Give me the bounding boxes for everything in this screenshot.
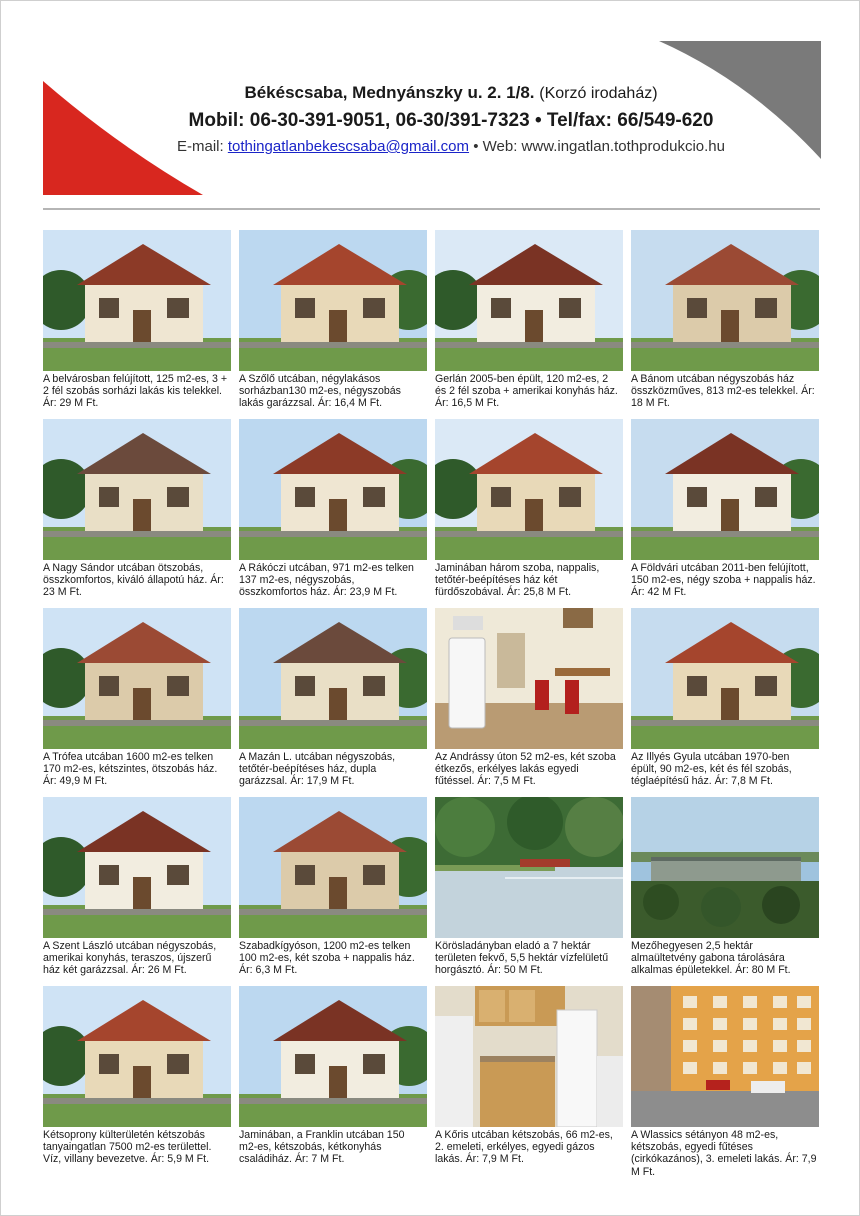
listing-photo <box>43 797 231 938</box>
listing-card <box>43 797 231 986</box>
house-icon <box>631 419 819 560</box>
listing-photo <box>631 797 819 938</box>
listing-photo <box>43 419 231 560</box>
listing-photo <box>631 608 819 749</box>
listing-card <box>631 608 819 797</box>
email-link[interactable]: tothingatlanbekescsaba@gmail.com <box>227 138 470 155</box>
listing-photo <box>631 419 819 560</box>
web-address: • Web: www.ingatlan.tothprodukcio.hu <box>473 138 725 155</box>
listing-photo <box>435 986 623 1127</box>
email-web-line <box>121 136 781 158</box>
listing-caption: A Kőris utcában kétszobás, 66 m2-es, 2. emeleti, erkélyes, egyedi gázos lakás. Ár: 7,9 M Ft. <box>435 1129 613 1166</box>
listing-card <box>239 797 427 986</box>
house-icon <box>435 419 623 560</box>
listing-caption: A Bánom utcában négyszobás ház összközműves, 813 m2-es telekkel. Ár: 18 M Ft. <box>631 373 815 410</box>
listing-card <box>43 419 231 608</box>
house-icon <box>43 797 231 938</box>
house-icon <box>43 986 231 1127</box>
listing-caption: Az Andrássy úton 52 m2-es, két szoba étkezős, erkélyes lakás egyedi fűtéssel. Ár: 7,5 M Ft. <box>435 751 616 788</box>
kitchen-icon <box>435 986 623 1127</box>
address-line <box>121 81 781 106</box>
listing-caption: Körösladányban eladó a 7 hektár területen fekvő, 5,5 hektár vízfelületű horgásztó. Ár: 50 M Ft. <box>435 940 609 977</box>
listing-caption: A Mazán L. utcában négyszobás, tetőtér-beépítéses ház, dupla garázzsal. Ár: 17,9 M Ft. <box>239 751 396 788</box>
listing-photo <box>43 986 231 1127</box>
listing-photo <box>435 797 623 938</box>
listing-caption: A Trófea utcában 1600 m2-es telken 170 m2-es, kétszintes, ötszobás ház. Ár: 49,9 M Ft. <box>43 751 218 788</box>
listing-caption: Gerlán 2005-ben épült, 120 m2-es, 2 és 2 fél szoba + amerikai konyhás ház. Ár: 16,5 M Ft. <box>435 373 618 410</box>
listing-caption: Szabadkígyóson, 1200 m2-es telken 100 m2-es, két szoba + nappalis ház. Ár: 6,3 M Ft. <box>239 940 415 977</box>
house-icon <box>239 797 427 938</box>
listing-card <box>435 419 623 608</box>
listing-photo <box>239 230 427 371</box>
listing-photo <box>43 230 231 371</box>
listing-card <box>43 230 231 419</box>
listing-card <box>239 986 427 1175</box>
listing-card <box>631 986 819 1178</box>
field-icon <box>631 797 819 938</box>
house-icon <box>43 419 231 560</box>
listing-caption: Jaminában három szoba, nappalis, tetőtér-beépítéses ház két fürdőszobával. Ár: 25,8 M Ft. <box>435 562 600 599</box>
listing-caption: A Szőlő utcában, négylakásos sorházban130 m2-es, négyszobás lakás garázzsal. Ár: 16,4 M Ft. <box>239 373 401 410</box>
listing-caption: A belvárosban felújított, 125 m2-es, 3 + 2 fél szobás sorházi lakás kis telekkel. Ár: 29 M Ft. <box>43 373 228 410</box>
header-divider <box>43 208 820 210</box>
address-note: (Korzó irodaház) <box>539 85 658 102</box>
house-icon <box>631 230 819 371</box>
listing-caption: A Wlassics sétányon 48 m2-es, kétszobás, egyedi fűtéses (cirkókazános), 3. emeleti lakás. Ár: 7,9 M Ft. <box>631 1129 817 1178</box>
listing-photo <box>435 230 623 371</box>
lake-icon <box>435 797 623 938</box>
listing-card <box>435 608 623 797</box>
address: Békéscsaba, Mednyánszky u. 2. 1/8. <box>244 83 535 102</box>
listing-photo <box>435 419 623 560</box>
listing-caption: A Nagy Sándor utcában ötszobás, összkomfortos, kiváló állapotú ház. Ár: 23 M Ft. <box>43 562 224 599</box>
house-icon <box>239 986 427 1127</box>
house-icon <box>239 419 427 560</box>
listing-card <box>631 797 819 986</box>
listing-photo <box>631 986 819 1127</box>
listing-grid <box>43 230 819 1178</box>
interior-icon <box>435 608 623 749</box>
house-icon <box>239 608 427 749</box>
house-icon <box>43 230 231 371</box>
listing-card <box>239 230 427 419</box>
listing-caption: Az Illyés Gyula utcában 1970-ben épült, 90 m2-es, két és fél szobás, téglaépítésű ház. Ár: 7,8 M Ft. <box>631 751 792 788</box>
house-icon <box>239 230 427 371</box>
listing-card <box>239 419 427 608</box>
listing-photo <box>435 608 623 749</box>
listing-caption: A Szent László utcában négyszobás, amerikai konyhás, teraszos, újszerű ház két garázzsal. Ár: 26 M Ft. <box>43 940 217 977</box>
house-icon <box>435 230 623 371</box>
listing-caption: A Rákóczi utcában, 971 m2-es telken 137 m2-es, négyszobás, összkomfortos ház. Ár: 23,9 M Ft. <box>239 562 414 599</box>
listing-caption: Jaminában, a Franklin utcában 150 m2-es, kétszobás, kétkonyhás családiház. Ár: 7 M Ft. <box>239 1129 405 1166</box>
house-icon <box>631 608 819 749</box>
listing-photo <box>631 230 819 371</box>
listing-photo <box>43 608 231 749</box>
listing-caption: Kétsoprony külterületén kétszobás tanyaingatlan 7500 m2-es területtel. Víz, villany bevezetve. Ár: 5,9 M Ft. <box>43 1129 212 1166</box>
email-label: E-mail: <box>176 138 224 155</box>
contact-header <box>121 81 781 158</box>
listing-photo <box>239 419 427 560</box>
listing-card <box>631 230 819 419</box>
listing-caption: Mezőhegyesen 2,5 hektár almaültetvény gabona tárolására alkalmas épületekkel. Ár: 80 M Ft. <box>631 940 791 977</box>
listing-card <box>435 797 623 986</box>
listing-card <box>631 419 819 608</box>
listing-card <box>43 986 231 1175</box>
listing-card <box>239 608 427 797</box>
house-icon <box>43 608 231 749</box>
listing-card <box>43 608 231 797</box>
listing-card <box>435 986 623 1175</box>
listing-photo <box>239 608 427 749</box>
listing-card <box>435 230 623 419</box>
listing-photo <box>239 986 427 1127</box>
apartment-building-icon <box>631 986 819 1127</box>
listing-photo <box>239 797 427 938</box>
listing-caption: A Földvári utcában 2011-ben felújított, 150 m2-es, négy szoba + nappalis ház. Ár: 42 M Ft. <box>631 562 816 599</box>
phone-line: Mobil: 06-30-391-9051, 06-30/391-7323 • Tel/fax: 66/549-620 <box>188 110 714 131</box>
